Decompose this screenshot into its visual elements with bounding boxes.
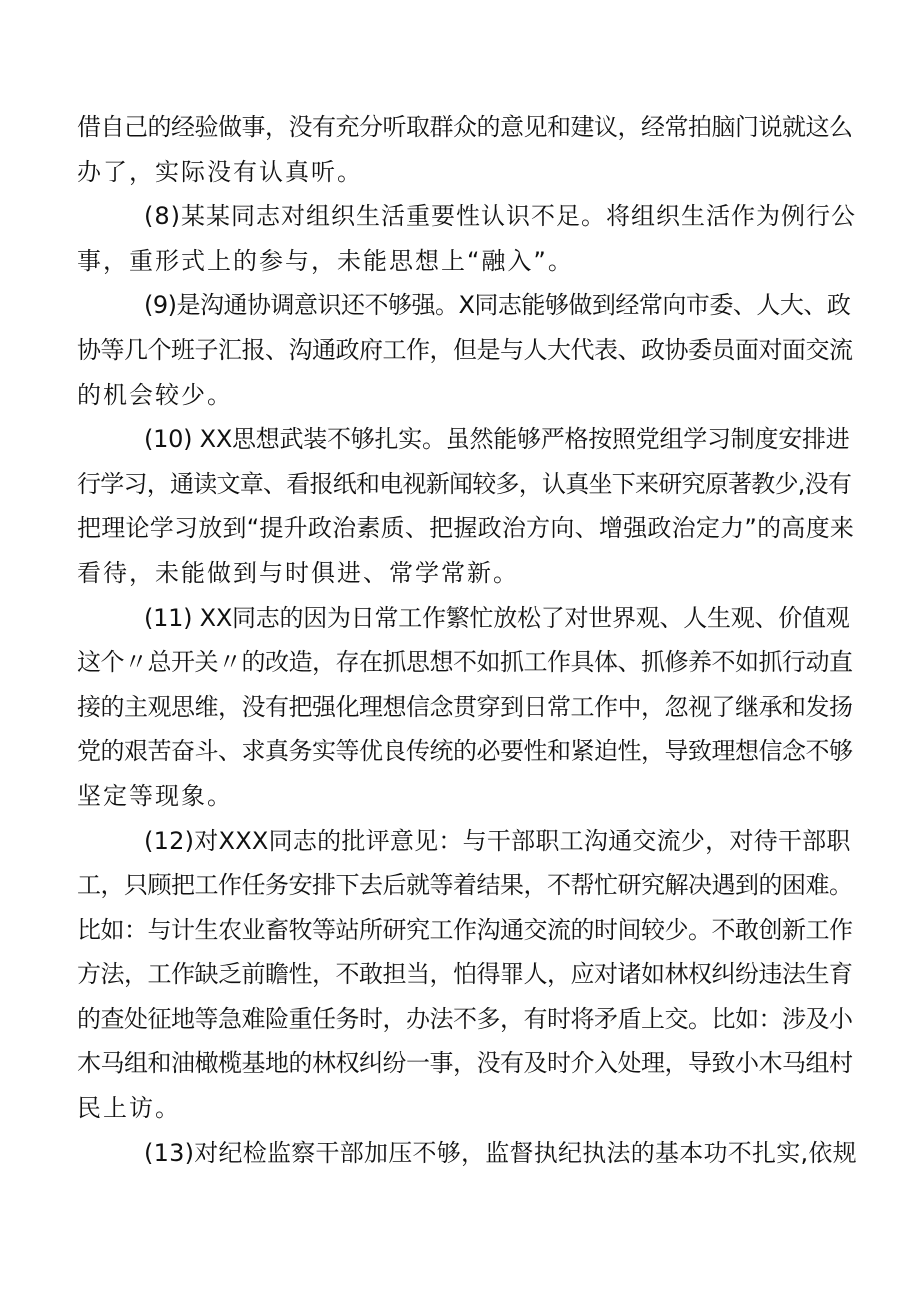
paragraph-line: 把理论学习放到“提升政治素质、把握政治方向、增强政治定力”的高度来 (77, 514, 855, 543)
paragraph-line: 比如：与计生农业畜牧等站所研究工作沟通交流的时间较少。不敢创新工作 (77, 915, 853, 944)
paragraph-line: 借自己的经验做事，没有充分听取群众的意见和建议，经常拍脑门说就这么 (77, 113, 853, 141)
paragraph-line: 党的艰苦奋斗、求真务实等优良传统的必要性和紧迫性，导致理想信念不够 (77, 737, 853, 766)
paragraph-line: 方法，工作缺乏前瞻性，不敢担当，怕得罪人，应对诸如林权纠纷违法生育 (77, 960, 853, 989)
paragraph-line: 协等几个班子汇报、沟通政府工作，但是与人大代表、政协委员面对面交流 (77, 335, 853, 364)
paragraph-line-item-9: (9)是沟通协调意识还不够强。X同志能够做到经常向市委、人大、政 (144, 291, 851, 320)
document-body (77, 105, 857, 1175)
paragraph-line-item-12: (12)对XXX同志的批评意见：与干部职工沟通交流少，对待干部职 (144, 826, 851, 855)
paragraph-line-item-13: (13)对纪检监察干部加压不够，监督执纪执法的基本功不扎实,依规 (144, 1138, 857, 1167)
paragraph-line: 工，只顾把工作任务安排下去后就等着结果，不帮忙研究解决遇到的困难。 (77, 871, 853, 900)
paragraph-line: 这个〃总开关〃的改造，存在抓思想不如抓工作具体、抓修养不如抓行动直 (77, 648, 853, 677)
paragraph-line: 木马组和油橄榄基地的林权纠纷一事，没有及时介入处理，导致小木马组村 (77, 1049, 853, 1078)
paragraph-line: 的查处征地等急难险重任务时，办法不多，有时将矛盾上交。比如：涉及小 (77, 1004, 853, 1033)
paragraph-line: 看待，未能做到与时俱进、常学常新。 (77, 558, 519, 587)
paragraph-line: 坚定等现象。 (77, 781, 233, 810)
paragraph-line: 事，重形式上的参与，未能思想上“融入”。 (77, 246, 574, 275)
paragraph-line: 民上访。 (77, 1094, 181, 1123)
paragraph-line-item-11: (11) XX同志的因为日常工作繁忙放松了对世界观、人生观、价值观 (144, 603, 850, 632)
paragraph-line: 的机会较少。 (77, 380, 233, 409)
paragraph-line: 办了，实际没有认真听。 (77, 157, 363, 186)
paragraph-line-item-10: (10) XX思想武装不够扎实。虽然能够严格按照党组学习制度安排进 (144, 425, 850, 454)
paragraph-line: 行学习，通读文章、看报纸和电视新闻较多，认真坐下来研究原著教少,没有 (77, 469, 852, 498)
paragraph-line-item-8: (8)某某同志对组织生活重要性认识不足。将组织生活作为例行公 (144, 202, 856, 231)
paragraph-line: 接的主观思维，没有把强化理想信念贯穿到日常工作中，忽视了继承和发扬 (77, 692, 853, 721)
